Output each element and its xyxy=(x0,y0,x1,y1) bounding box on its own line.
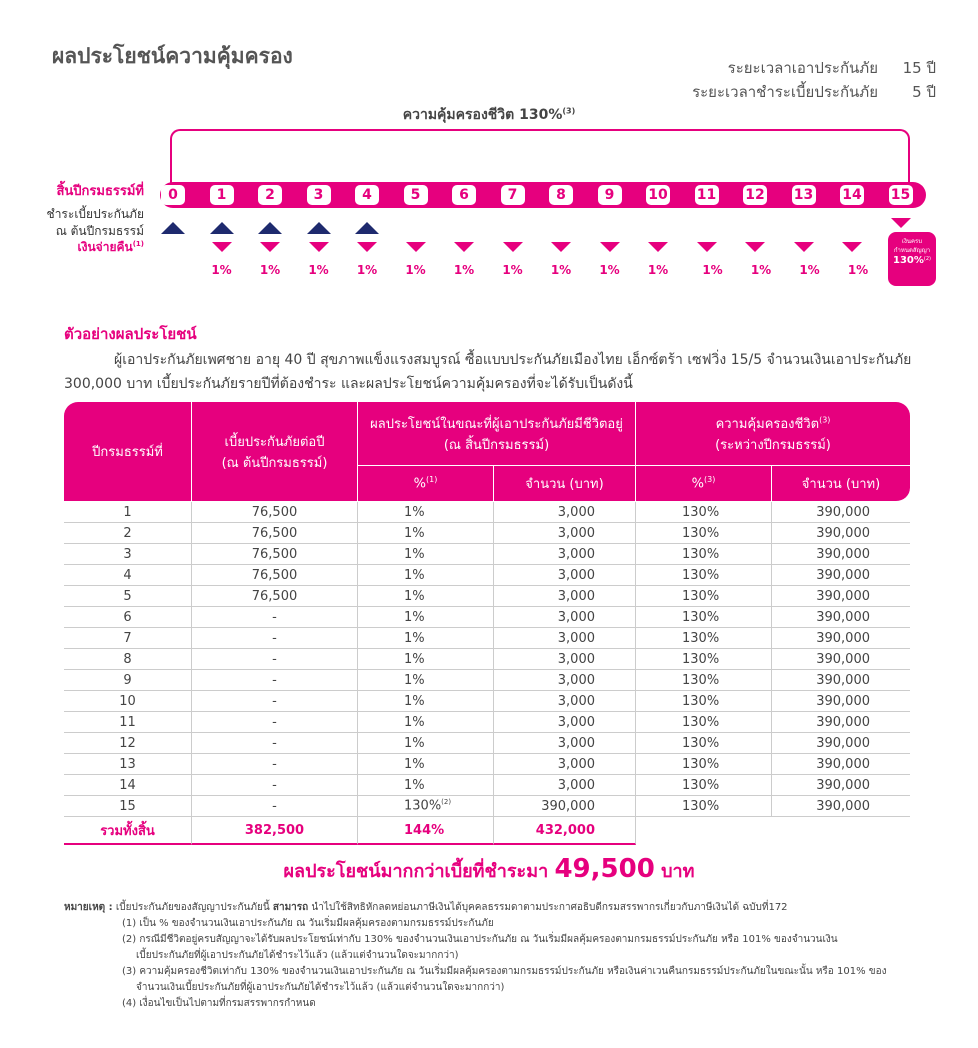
cell-amount: 3,000 xyxy=(494,775,636,796)
header-benefit-text: ผลประโยชน์ในขณะที่ผู้เอาประกันภัยมีชีวิตอยู่ xyxy=(370,416,623,432)
table-row xyxy=(64,796,910,817)
cash-back-pct: 1% xyxy=(211,263,232,277)
table-row xyxy=(64,712,910,733)
coverage-label-text: ความคุ้มครองชีวิต 130% xyxy=(402,107,563,123)
coverage-bracket xyxy=(170,129,910,184)
cell-coverage-pct: 130% xyxy=(636,691,772,712)
notes xyxy=(64,900,944,1012)
cell-coverage-amount: 390,000 xyxy=(772,796,910,817)
cell-pct: 1% xyxy=(358,502,494,523)
maturity-value: 130% xyxy=(893,255,924,266)
header-coverage xyxy=(636,402,910,466)
year-marker-5: 5 xyxy=(404,185,428,205)
note-item: (4) เงื่อนไขเป็นไปตามที่กรมสรรพากรกำหนด xyxy=(122,998,316,1009)
cell-coverage-pct: 130% xyxy=(636,775,772,796)
header-premium xyxy=(192,402,358,502)
cell-premium: - xyxy=(192,754,358,775)
legend-at-start: ณ ต้นปีกรมธรรม์ xyxy=(55,224,144,238)
page-title: ผลประโยชน์ความคุ้มครอง xyxy=(52,44,293,68)
cash-back-triangle-icon xyxy=(745,242,765,252)
cell-pct: 1% xyxy=(358,775,494,796)
table-row xyxy=(64,754,910,775)
cash-back-triangle-icon xyxy=(842,242,862,252)
cell-pct: 1% xyxy=(358,670,494,691)
maturity-triangle-icon xyxy=(891,218,911,228)
payment-period-label: ระยะเวลาชำระเบี้ยประกันภัย xyxy=(692,83,878,101)
maturity-badge xyxy=(888,232,936,286)
cell-year: 2 xyxy=(64,523,192,544)
header-benefit-pct xyxy=(358,466,494,502)
example-title: ตัวอย่างผลประโยชน์ xyxy=(64,325,197,343)
cell-coverage-pct: 130% xyxy=(636,607,772,628)
total-premium: 382,500 xyxy=(192,817,358,845)
cell-coverage-amount: 390,000 xyxy=(772,670,910,691)
premium-triangle-icon xyxy=(258,222,282,234)
cell-premium: - xyxy=(192,733,358,754)
cell-coverage-amount: 390,000 xyxy=(772,565,910,586)
cell-year: 7 xyxy=(64,628,192,649)
cell-amount: 3,000 xyxy=(494,712,636,733)
cell-pct: 1% xyxy=(358,607,494,628)
table-row xyxy=(64,691,910,712)
year-marker-13: 13 xyxy=(792,185,816,205)
cell-coverage-pct: 130% xyxy=(636,565,772,586)
header-benefit-amount: จำนวน (บาท) xyxy=(494,466,636,502)
table-row xyxy=(64,586,910,607)
year-marker-2: 2 xyxy=(258,185,282,205)
cell-premium: - xyxy=(192,691,358,712)
header-premium-text: เบี้ยประกันภัยต่อปี xyxy=(224,434,325,450)
year-marker-12: 12 xyxy=(743,185,767,205)
year-marker-11: 11 xyxy=(695,185,719,205)
premium-triangle-icon xyxy=(161,222,185,234)
legend-cash-back xyxy=(78,238,144,257)
cell-year: 9 xyxy=(64,670,192,691)
cash-back-pct: 1% xyxy=(405,263,426,277)
cell-coverage-amount: 390,000 xyxy=(772,691,910,712)
cell-amount: 3,000 xyxy=(494,523,636,544)
insurance-period-label: ระยะเวลาเอาประกันภัย xyxy=(727,59,878,77)
year-marker-1: 1 xyxy=(210,185,234,205)
cell-year: 6 xyxy=(64,607,192,628)
cell-coverage-pct: 130% xyxy=(636,712,772,733)
cell-amount: 3,000 xyxy=(494,691,636,712)
notes-main-b: สามารถ xyxy=(272,902,309,913)
total-amount: 432,000 xyxy=(494,817,636,845)
table-row xyxy=(64,523,910,544)
cell-year: 8 xyxy=(64,649,192,670)
cell-coverage-pct: 130% xyxy=(636,628,772,649)
table-row xyxy=(64,733,910,754)
summary-prefix: ผลประโยชน์มากกว่าเบี้ยที่ชำระมา xyxy=(283,861,549,882)
table-row xyxy=(64,628,910,649)
cash-back-pct: 1% xyxy=(750,263,772,277)
year-marker-9: 9 xyxy=(598,185,622,205)
cell-year: 14 xyxy=(64,775,192,796)
example-description: ผู้เอาประกันภัยเพศชาย อายุ 40 ปี สุขภาพแข็งแรงสมบูรณ์ ซื้อแบบประกันภัยเมืองไทย เอ็กซ์ตร้า เซฟวิ่ง 15/5 จำนวนเงินเอาประกันภัย 300,000 บาท เบี้ยประกันภัยรายปีที่ต้องชำระ และผลประโยชน์ความคุ้มครองที่จะได้รับเป็นดังนี้ xyxy=(64,352,912,392)
total-empty-2 xyxy=(772,817,910,845)
cell-premium: 76,500 xyxy=(192,502,358,523)
year-marker-3: 3 xyxy=(307,185,331,205)
notes-main-a: เบี้ยประกันภัยของสัญญาประกันภัยนี้ xyxy=(115,902,270,913)
header-benefit-sub: (ณ สิ้นปีกรมธรรม์) xyxy=(443,437,550,453)
cell-coverage-amount: 390,000 xyxy=(772,607,910,628)
cash-back-triangle-icon xyxy=(406,242,426,252)
table-body xyxy=(64,502,910,817)
premium-triangle-icon xyxy=(355,222,379,234)
cell-amount: 3,000 xyxy=(494,586,636,607)
cell-year: 10 xyxy=(64,691,192,712)
total-row xyxy=(64,817,910,845)
cell-pct: 1% xyxy=(358,691,494,712)
table-row xyxy=(64,544,910,565)
year-marker-6: 6 xyxy=(452,185,476,205)
insurance-period-value: 15 ปี xyxy=(902,59,936,77)
cash-back-pct: 1% xyxy=(847,263,869,277)
cell-amount: 3,000 xyxy=(494,628,636,649)
cash-back-triangle-icon xyxy=(794,242,814,252)
cell-pct: 1% xyxy=(358,544,494,565)
cell-coverage-pct: 130% xyxy=(636,796,772,817)
summary xyxy=(0,854,978,885)
total-label: รวมทั้งสิ้น xyxy=(64,817,192,845)
year-marker-0: 0 xyxy=(161,185,185,205)
year-marker-15: 15 xyxy=(889,185,913,205)
maturity-line1: เงินครบ xyxy=(901,238,923,245)
cash-back-triangle-icon xyxy=(454,242,474,252)
table-row xyxy=(64,565,910,586)
cell-premium: - xyxy=(192,775,358,796)
legend-premium-paid: ชำระเบี้ยประกันภัย xyxy=(46,207,144,221)
header-coverage-pct xyxy=(636,466,772,502)
total-empty xyxy=(636,817,772,845)
cell-premium: 76,500 xyxy=(192,565,358,586)
cell-coverage-amount: 390,000 xyxy=(772,754,910,775)
cell-coverage-amount: 390,000 xyxy=(772,523,910,544)
cell-pct: 1% xyxy=(358,523,494,544)
note-item: (2) กรณีมีชีวิตอยู่ครบสัญญาจะได้รับผลประโยชน์เท่ากับ 130% ของจำนวนเงินเอาประกันภัย ณ วันเริ่มมีผลคุ้มครองตามกรมธรรม์ประกันภัย หรือ 101% ของจำนวนเงิน xyxy=(122,934,838,945)
cell-pct: 1% xyxy=(358,733,494,754)
maturity-line2: กำหนดสัญญา xyxy=(893,247,931,254)
note-item: (3) ความคุ้มครองชีวิตเท่ากับ 130% ของจำนวนเงินเอาประกันภัย ณ วันเริ่มมีผลคุ้มครองตามกรมธรรม์ประกันภัย หรือเงินค่าเวนคืนกรมธรรม์ประกันภัยในขณะนั้น หรือ 101% ของ xyxy=(122,966,887,977)
table-row xyxy=(64,670,910,691)
cell-amount: 3,000 xyxy=(494,649,636,670)
cell-year: 12 xyxy=(64,733,192,754)
cell-year: 1 xyxy=(64,502,192,523)
cash-back-triangle-icon xyxy=(309,242,329,252)
cell-amount: 3,000 xyxy=(494,502,636,523)
cell-coverage-amount: 390,000 xyxy=(772,775,910,796)
cash-back-triangle-icon xyxy=(648,242,668,252)
cash-back-triangle-icon xyxy=(503,242,523,252)
cell-year: 13 xyxy=(64,754,192,775)
cell-premium: 76,500 xyxy=(192,523,358,544)
cell-premium: - xyxy=(192,796,358,817)
cell-coverage-pct: 130% xyxy=(636,670,772,691)
cell-coverage-pct: 130% xyxy=(636,523,772,544)
header-coverage-sup: (3) xyxy=(819,415,831,425)
cell-year: 3 xyxy=(64,544,192,565)
cash-back-pct: 1% xyxy=(502,263,523,277)
cell-coverage-amount: 390,000 xyxy=(772,544,910,565)
coverage-label-sup: (3) xyxy=(562,106,576,116)
cell-year: 15 xyxy=(64,796,192,817)
year-marker-4: 4 xyxy=(355,185,379,205)
cell-coverage-amount: 390,000 xyxy=(772,502,910,523)
cell-amount: 3,000 xyxy=(494,565,636,586)
cell-amount: 3,000 xyxy=(494,544,636,565)
cell-amount: 3,000 xyxy=(494,733,636,754)
header-year: ปีกรมธรรม์ที่ xyxy=(64,402,192,502)
header-coverage-amount: จำนวน (บาท) xyxy=(772,466,910,502)
cash-back-pct: 1% xyxy=(308,263,329,277)
legend-cash-back-sup: (1) xyxy=(132,240,144,248)
cell-pct: 1% xyxy=(358,586,494,607)
year-marker-14: 14 xyxy=(840,185,864,205)
cell-coverage-amount: 390,000 xyxy=(772,712,910,733)
cash-back-pct: 1% xyxy=(550,263,572,277)
header-coverage-text: ความคุ้มครองชีวิต xyxy=(715,416,820,432)
cell-coverage-amount: 390,000 xyxy=(772,586,910,607)
cell-coverage-pct: 130% xyxy=(636,544,772,565)
cash-back-pct: 1% xyxy=(647,263,669,277)
header-premium-sub: (ณ ต้นปีกรมธรรม์) xyxy=(221,455,328,471)
cell-pct-text: 130% xyxy=(404,798,442,814)
maturity-sup: (2) xyxy=(923,256,931,262)
note-item: จำนวนเงินเบี้ยประกันภัยที่ผู้เอาประกันภัยได้ชำระไว้แล้ว (แล้วแต่จำนวนใดจะมากกว่า) xyxy=(136,982,505,993)
header-coverage-sub: (ระหว่างปีกรมธรรม์) xyxy=(715,437,831,453)
cell-premium: - xyxy=(192,649,358,670)
cell-coverage-pct: 130% xyxy=(636,733,772,754)
cell-premium: - xyxy=(192,607,358,628)
cash-back-triangle-icon xyxy=(697,242,717,252)
coverage-label xyxy=(0,104,978,126)
note-item: (1) เป็น % ของจำนวนเงินเอาประกันภัย ณ วันเริ่มมีผลคุ้มครองตามกรมธรรม์ประกันภัย xyxy=(122,918,494,929)
table-row xyxy=(64,775,910,796)
cell-coverage-pct: 130% xyxy=(636,586,772,607)
notes-label: หมายเหตุ : xyxy=(64,902,113,913)
cell-pct xyxy=(358,796,494,817)
insurance-period xyxy=(728,56,936,80)
cash-back-pct: 1% xyxy=(453,263,475,277)
cell-pct-sup: (2) xyxy=(441,798,452,807)
cell-premium: - xyxy=(192,628,358,649)
cell-year: 5 xyxy=(64,586,192,607)
cell-pct: 1% xyxy=(358,754,494,775)
cell-year: 11 xyxy=(64,712,192,733)
cell-coverage-pct: 130% xyxy=(636,754,772,775)
notes-main xyxy=(64,900,944,916)
header-pct-sup: (1) xyxy=(426,475,438,485)
total-pct: 144% xyxy=(358,817,494,845)
payment-period-value: 5 ปี xyxy=(912,83,936,101)
cash-back-pct: 1% xyxy=(599,263,620,277)
notes-main-c: นำไปใช้สิทธิหักลดหย่อนภาษีเงินได้บุคคลธรรมดาตามประกาศอธิบดีกรมสรรพากรเกี่ยวกับภาษีเงินได้ ฉบับที่172 xyxy=(311,902,788,913)
note-item: เบี้ยประกันภัยที่ผู้เอาประกันภัยได้ชำระไว้แล้ว (แล้วแต่จำนวนใดจะมากกว่า) xyxy=(136,950,459,961)
cell-premium: - xyxy=(192,712,358,733)
summary-amount: 49,500 xyxy=(554,854,655,884)
year-marker-7: 7 xyxy=(501,185,525,205)
payment-period xyxy=(692,80,936,104)
cash-back-pct: 1% xyxy=(702,263,723,277)
cell-coverage-pct: 130% xyxy=(636,502,772,523)
cash-back-pct: 1% xyxy=(356,263,378,277)
cell-year: 4 xyxy=(64,565,192,586)
cell-amount: 3,000 xyxy=(494,607,636,628)
cell-amount: 3,000 xyxy=(494,670,636,691)
year-marker-8: 8 xyxy=(549,185,573,205)
table-row xyxy=(64,649,910,670)
cell-coverage-pct: 130% xyxy=(636,649,772,670)
cash-back-triangle-icon xyxy=(551,242,571,252)
cash-back-pct: 1% xyxy=(259,263,281,277)
year-marker-10: 10 xyxy=(646,185,670,205)
cell-pct: 1% xyxy=(358,649,494,670)
cell-premium: - xyxy=(192,670,358,691)
premium-triangle-icon xyxy=(307,222,331,234)
table-row xyxy=(64,607,910,628)
cell-pct: 1% xyxy=(358,628,494,649)
benefit-table xyxy=(64,402,910,845)
legend-end-of-year: สิ้นปีกรมธรรม์ที่ xyxy=(56,184,144,199)
header-cov-pct-sup: (3) xyxy=(704,475,716,485)
cell-coverage-amount: 390,000 xyxy=(772,733,910,754)
cash-back-pct: 1% xyxy=(799,263,820,277)
cell-amount: 3,000 xyxy=(494,754,636,775)
cell-pct: 1% xyxy=(358,565,494,586)
cell-premium: 76,500 xyxy=(192,586,358,607)
header-cov-pct-text: % xyxy=(691,476,704,492)
cell-pct: 1% xyxy=(358,712,494,733)
header-pct-text: % xyxy=(413,476,426,492)
cell-coverage-amount: 390,000 xyxy=(772,649,910,670)
cash-back-triangle-icon xyxy=(260,242,280,252)
header-benefit xyxy=(358,402,636,466)
cash-back-triangle-icon xyxy=(212,242,232,252)
summary-unit: บาท xyxy=(661,861,695,882)
cell-coverage-amount: 390,000 xyxy=(772,628,910,649)
cash-back-triangle-icon xyxy=(600,242,620,252)
cell-premium: 76,500 xyxy=(192,544,358,565)
cash-back-triangle-icon xyxy=(357,242,377,252)
legend-cash-back-text: เงินจ่ายคืน xyxy=(77,240,133,254)
table-row xyxy=(64,502,910,523)
cell-amount: 390,000 xyxy=(494,796,636,817)
premium-triangle-icon xyxy=(210,222,234,234)
